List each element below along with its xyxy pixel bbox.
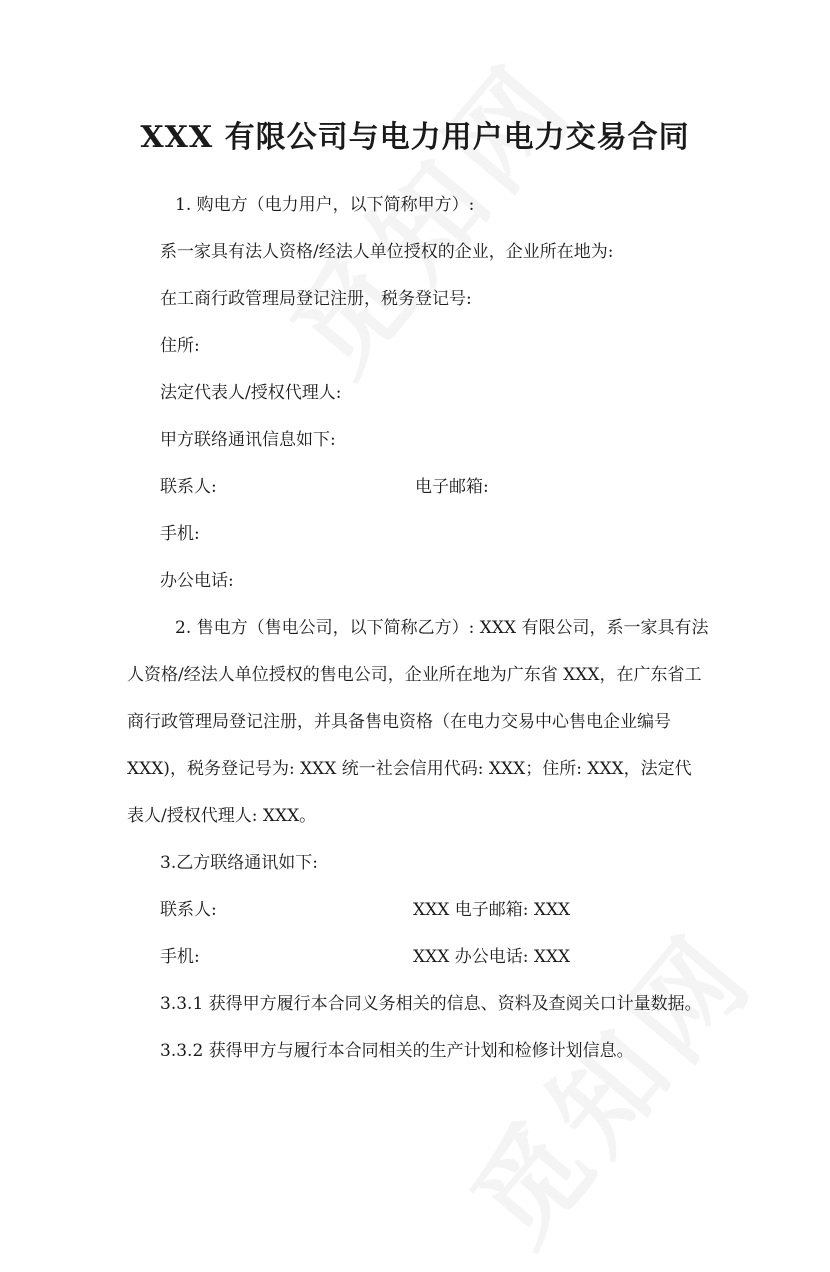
seller-paragraph-line-1: 2. 售电方（售电公司，以下简称乙方）: XXX 有限公司，系一家具有法 bbox=[175, 618, 709, 638]
seller-paragraph-line-5: 表人/授权代理人: XXX。 bbox=[127, 806, 317, 826]
buyer-legal-rep: 法定代表人/授权代理人: bbox=[160, 383, 342, 403]
buyer-description: 系一家具有法人资格/经法人单位授权的企业，企业所在地为: bbox=[160, 242, 614, 262]
buyer-contact-heading: 甲方联络通讯信息如下: bbox=[160, 430, 336, 450]
seller-mobile: 手机: bbox=[160, 947, 200, 967]
clause-3-3-2: 3.3.2 获得甲方与履行本合同相关的生产计划和检修计划信息。 bbox=[160, 1041, 634, 1061]
buyer-registration: 在工商行政管理局登记注册，税务登记号: bbox=[160, 289, 472, 309]
buyer-heading: 1. 购电方（电力用户，以下简称甲方）: bbox=[175, 195, 475, 215]
seller-paragraph-line-4: XXX)，税务登记号为: XXX 统一社会信用代码: XXX；住所: XXX，法定代 bbox=[127, 759, 692, 779]
buyer-address: 住所: bbox=[160, 336, 200, 356]
seller-paragraph-line-2: 人资格/经法人单位授权的售电公司，企业所在地为广东省 XXX，在广东省工 bbox=[127, 665, 702, 685]
clause-3-3-1: 3.3.1 获得甲方履行本合同义务相关的信息、资料及查阅关口计量数据。 bbox=[160, 994, 702, 1014]
seller-paragraph-line-3: 商行政管理局登记注册，并具备售电资格（在电力交易中心售电企业编号 bbox=[127, 712, 671, 732]
buyer-contact-person: 联系人: bbox=[160, 477, 217, 497]
buyer-mobile: 手机: bbox=[160, 524, 200, 544]
buyer-email: 电子邮箱: bbox=[415, 477, 489, 497]
seller-office-phone: XXX 办公电话: XXX bbox=[413, 947, 571, 967]
seller-contact-heading: 3.乙方联络通讯如下: bbox=[160, 853, 318, 873]
seller-contact-person: 联系人: bbox=[160, 900, 217, 920]
buyer-office-phone: 办公电话: bbox=[160, 571, 234, 591]
seller-contact-email: XXX 电子邮箱: XXX bbox=[413, 900, 571, 920]
contract-title: XXX 有限公司与电力用户电力交易合同 bbox=[140, 120, 690, 155]
